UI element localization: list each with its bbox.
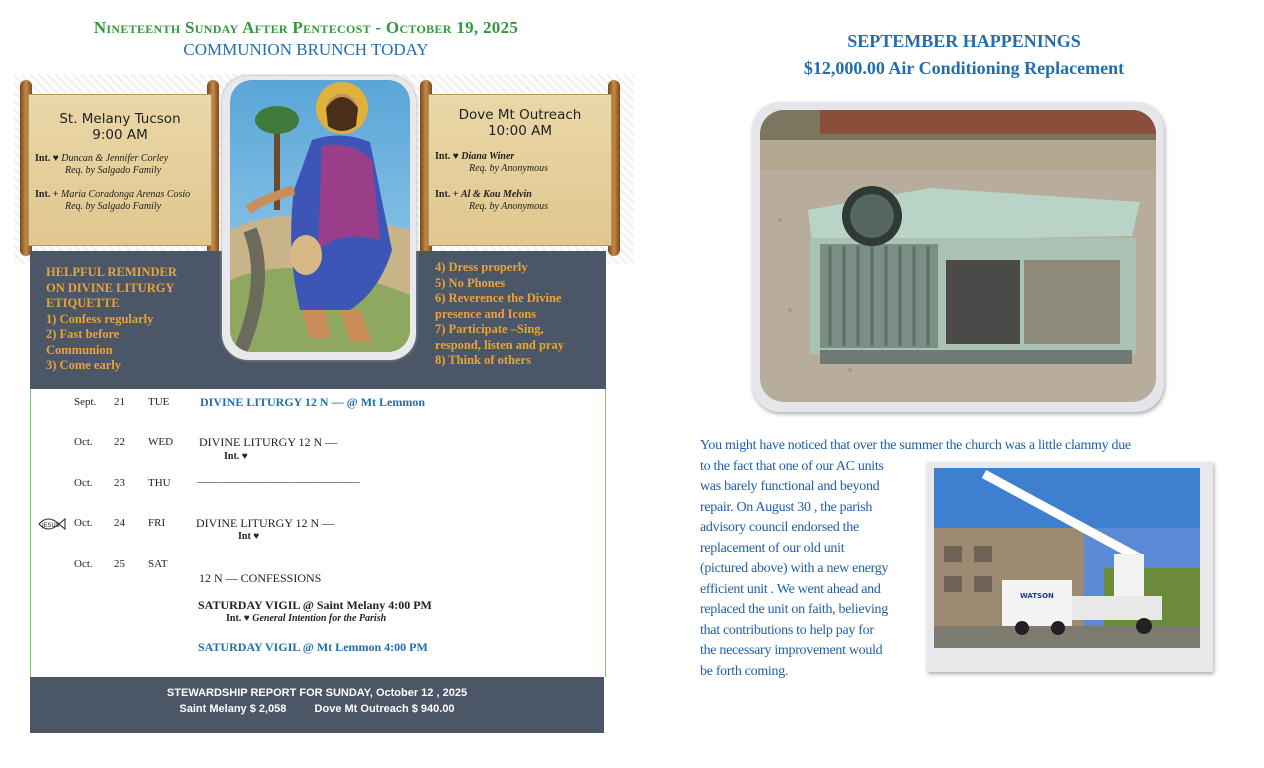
reminder-item: respond, listen and pray bbox=[435, 337, 564, 352]
intention-name: Maria Coradonga Arenas Cosio bbox=[60, 189, 191, 200]
scroll-time: 10:00 AM bbox=[487, 123, 553, 139]
christ-icon-image bbox=[230, 80, 410, 352]
reminder-item: 1) Confess regularly bbox=[46, 311, 154, 326]
schedule-day: 24 bbox=[114, 517, 125, 529]
intention-name: Diana Winer bbox=[461, 151, 515, 162]
article-line: advisory council endorsed the bbox=[700, 520, 859, 535]
vigil-intention bbox=[226, 613, 386, 624]
intention-request: Req. by Salgado Family bbox=[65, 201, 162, 212]
intention-label: Int. ♥ bbox=[435, 151, 459, 162]
schedule-month: Oct. bbox=[74, 558, 93, 570]
reminder-item: presence and Icons bbox=[435, 306, 537, 321]
page-heading: Nineteenth Sunday After Pentecost - October 19, 2025 bbox=[93, 18, 519, 37]
intention-line bbox=[435, 189, 611, 201]
schedule-day: 21 bbox=[114, 396, 125, 408]
vigil-st-melany: SATURDAY VIGIL @ Saint Melany 4:00 PM bbox=[198, 598, 432, 612]
reminder-item: 7) Participate –Sing, bbox=[435, 322, 544, 336]
schedule-weekday: THU bbox=[148, 477, 171, 489]
schedule-weekday: FRI bbox=[148, 517, 166, 529]
reminder-item: 4) Dress properly bbox=[435, 260, 528, 274]
vigil-intention-label: Int. ♥ bbox=[226, 613, 250, 624]
schedule-month: Oct. bbox=[74, 517, 93, 529]
schedule-weekday: TUE bbox=[148, 396, 170, 408]
intention-name: Al & Kou Melvin bbox=[460, 189, 532, 200]
ichthys-fish-icon bbox=[38, 516, 66, 532]
intention-line bbox=[35, 153, 211, 165]
intention-request: Req. by Anonymous bbox=[469, 201, 548, 212]
reminder-right-column bbox=[435, 260, 564, 369]
schedule-month: Sept. bbox=[74, 396, 97, 408]
article-line: replaced the unit on faith, believing bbox=[700, 602, 888, 617]
reminder-item: 6) Reverence the Divine bbox=[435, 291, 562, 305]
schedule-event: 12 N — CONFESSIONS bbox=[199, 571, 322, 585]
schedule-day: 25 bbox=[114, 558, 125, 570]
reminder-item: Communion bbox=[46, 342, 113, 357]
intention-name: Duncan & Jennifer Corley bbox=[61, 153, 169, 164]
intention-label: Int. + bbox=[435, 189, 459, 200]
page-subheading: COMMUNION BRUNCH TODAY bbox=[183, 40, 429, 59]
article-line: repair. On August 30 , the parish bbox=[700, 500, 873, 515]
ac-replacement-heading: $12,000.00 Air Conditioning Replacement bbox=[803, 58, 1125, 78]
scroll-title: St. Melany Tucson bbox=[59, 111, 181, 127]
article-line: to the fact that one of our AC units bbox=[700, 459, 884, 474]
article-line: You might have noticed that over the summer the church was a little clammy due bbox=[700, 438, 1131, 453]
schedule-intention: Int. ♥ bbox=[224, 451, 248, 462]
article-line: (pictured above) with a new energy bbox=[700, 561, 889, 576]
liturgy-schedule bbox=[30, 389, 606, 677]
reminder-item: 5) No Phones bbox=[435, 275, 506, 290]
mass-scroll-dove-mt bbox=[428, 94, 612, 246]
article-line: was barely functional and beyond bbox=[700, 479, 880, 494]
reminder-left-column bbox=[46, 265, 177, 374]
stewardship-title: STEWARDSHIP REPORT FOR SUNDAY, October 12 , 2025 bbox=[166, 687, 468, 699]
schedule-day: 23 bbox=[114, 477, 125, 489]
ichthys-fish-label: JESUS bbox=[42, 522, 60, 529]
schedule-day: 22 bbox=[114, 436, 125, 448]
intention-label: Int. ♥ bbox=[35, 153, 59, 164]
article-line: be forth coming. bbox=[700, 664, 789, 679]
reminder-item: 2) Fast before bbox=[46, 327, 120, 341]
schedule-weekday: WED bbox=[148, 436, 174, 448]
reminder-title: ON DIVINE LITURGY bbox=[46, 280, 175, 295]
schedule-intention: Int ♥ bbox=[238, 531, 260, 542]
schedule-event: DIVINE LITURGY 12 N — bbox=[199, 435, 338, 449]
scroll-time: 9:00 AM bbox=[92, 127, 148, 143]
intention-request: Req. by Anonymous bbox=[469, 163, 548, 174]
september-heading: SEPTEMBER HAPPENINGS bbox=[847, 31, 1081, 51]
reminder-item: 8) Think of others bbox=[435, 353, 531, 367]
reminder-title: ETIQUETTE bbox=[46, 296, 120, 310]
schedule-event: DIVINE LITURGY 12 N — @ Mt Lemmon bbox=[200, 395, 426, 409]
reminder-item: 3) Come early bbox=[46, 358, 121, 372]
intention-line bbox=[35, 189, 211, 201]
scroll-title: Dove Mt Outreach bbox=[458, 107, 582, 123]
article-line: that contributions to help pay for bbox=[700, 623, 874, 638]
intention-label: Int. + bbox=[35, 189, 59, 200]
schedule-weekday: SAT bbox=[148, 558, 168, 570]
vigil-intention-text: General Intention for the Parish bbox=[252, 613, 387, 624]
truck-logo-text: WATSON bbox=[1020, 592, 1054, 600]
stewardship-amounts bbox=[30, 703, 604, 715]
article-line: efficient unit . We went ahead and bbox=[700, 582, 881, 597]
reminder-title: HELPFUL REMINDER bbox=[46, 265, 177, 279]
old-ac-unit-photo bbox=[760, 110, 1156, 402]
vigil-mt-lemmon: SATURDAY VIGIL @ Mt Lemmon 4:00 PM bbox=[198, 640, 428, 654]
mass-scroll-st-melany bbox=[28, 94, 212, 246]
schedule-month: Oct. bbox=[74, 436, 93, 448]
christ-icon-illustration bbox=[230, 80, 410, 352]
stewardship-report bbox=[30, 677, 604, 733]
schedule-month: Oct. bbox=[74, 477, 93, 489]
schedule-event: DIVINE LITURGY 12 N — bbox=[196, 516, 335, 530]
intention-request: Req. by Salgado Family bbox=[65, 165, 162, 176]
article-line: replacement of our old unit bbox=[700, 541, 845, 556]
article-line: the necessary improvement would bbox=[700, 643, 883, 658]
stewardship-dove-mt: Dove Mt Outreach $ 940.00 bbox=[314, 703, 455, 715]
crane-installation-photo bbox=[934, 468, 1200, 648]
stewardship-st-melany: Saint Melany $ 2,058 bbox=[179, 703, 287, 715]
schedule-event: —————————————————— bbox=[197, 477, 359, 488]
intention-line bbox=[435, 151, 611, 163]
